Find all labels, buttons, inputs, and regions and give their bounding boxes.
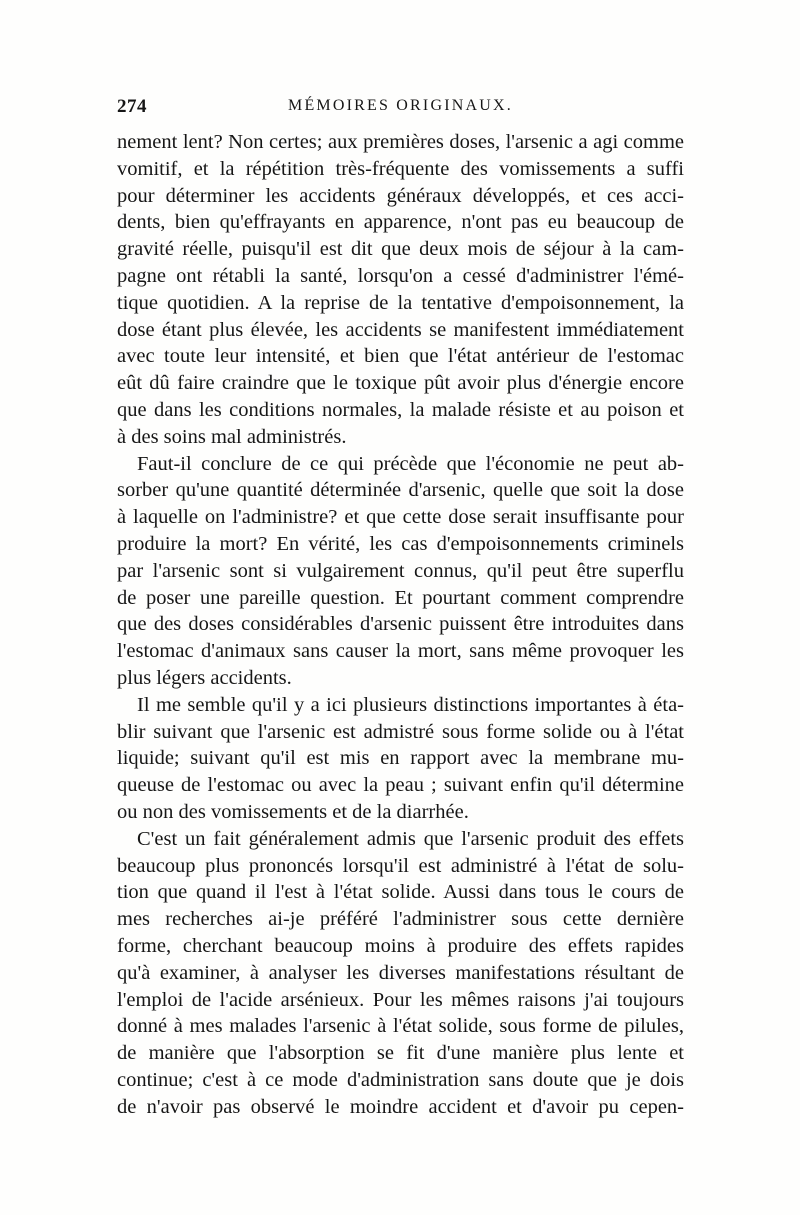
text-line: Il me semble qu'il y a ici plusieurs distinctions importantes à éta-: [137, 693, 684, 716]
text-line: que des doses considérables d'arsenic puissent être introduites dans: [117, 613, 684, 636]
text-line: avec toute leur intensité, et bien que l'état antérieur de l'estomac: [117, 345, 684, 368]
text-line: de manière que l'absorption se fit d'une manière plus lente et: [117, 1042, 684, 1065]
text-line: à laquelle on l'administre? et que cette dose serait insuffisante pour: [117, 506, 684, 529]
text-line: tion que quand il l'est à l'état solide. Aussi dans tous le cours de: [117, 881, 684, 904]
page-header: [117, 96, 684, 124]
text-line: pagne ont rétabli la santé, lorsqu'on a cessé d'administrer l'émé-: [117, 264, 684, 287]
text-line: tique quotidien. A la reprise de la tentative d'empoisonnement, la: [117, 291, 684, 314]
text-line: queuse de l'estomac ou avec la peau ; suivant enfin qu'il détermine: [117, 774, 684, 797]
text-line: mes recherches ai-je préféré l'administrer sous cette dernière: [117, 908, 684, 931]
text-line: dents, bien qu'effrayants en apparence, n'ont pas eu beaucoup de: [117, 211, 684, 234]
text-line: dose étant plus élevée, les accidents se manifestent immédiatement: [117, 318, 684, 341]
text-line: gravité réelle, puisqu'il est dit que deux mois de séjour à la cam-: [117, 238, 684, 261]
text-line: blir suivant que l'arsenic est admistré sous forme solide ou à l'état: [117, 720, 684, 743]
text-line: plus légers accidents.: [117, 666, 292, 689]
text-line: l'emploi de l'acide arsénieux. Pour les mêmes raisons j'ai toujours: [117, 988, 684, 1011]
text-line: donné à mes malades l'arsenic à l'état solide, sous forme de pilules,: [117, 1015, 684, 1038]
running-title: MÉMOIRES ORIGINAUX.: [288, 97, 513, 114]
text-line: vomitif, et la répétition très-fréquente des vomissements a suffi: [117, 157, 684, 180]
text-line: eût dû faire craindre que le toxique pût avoir plus d'énergie encore: [117, 372, 684, 395]
text-line: produire la mort? En vérité, les cas d'empoisonnements criminels: [117, 532, 684, 555]
text-line: de poser une pareille question. Et pourtant comment comprendre: [117, 586, 684, 609]
text-line: nement lent? Non certes; aux premières doses, l'arsenic a agi comme: [117, 131, 684, 153]
text-line: C'est un fait généralement admis que l'arsenic produit des effets: [137, 827, 684, 850]
text-line: qu'à examiner, à analyser les diverses manifestations résultant de: [117, 961, 684, 984]
text-line: forme, cherchant beaucoup moins à produire des effets rapides: [117, 934, 684, 957]
text-line: par l'arsenic sont si vulgairement connus, qu'il peut être superflu: [117, 559, 684, 582]
text-line: ou non des vomissements et de la diarrhée.: [117, 800, 469, 823]
text-line: à des soins mal administrés.: [117, 425, 347, 448]
text-line: que dans les conditions normales, la malade résiste et au poison et: [117, 398, 684, 421]
text-line: liquide; suivant qu'il est mis en rapport avec la membrane mu-: [117, 747, 684, 770]
text-line: Faut-il conclure de ce qui précède que l'économie ne peut ab-: [137, 452, 684, 475]
text-line: beaucoup plus prononcés lorsqu'il est administré à l'état de solu-: [117, 854, 684, 877]
text-line: l'estomac d'animaux sans causer la mort, sans même provoquer les: [117, 640, 684, 663]
body-text: [117, 129, 684, 1120]
text-line: continue; c'est à ce mode d'administration sans doute que je dois: [117, 1068, 684, 1091]
text-line: pour déterminer les accidents généraux développés, et ces acci-: [117, 184, 684, 207]
text-line: de n'avoir pas observé le moindre accident et d'avoir pu cepen-: [117, 1095, 684, 1118]
text-line: sorber qu'une quantité déterminée d'arsenic, quelle que soit la dose: [117, 479, 684, 502]
page-number: 274: [117, 96, 147, 117]
